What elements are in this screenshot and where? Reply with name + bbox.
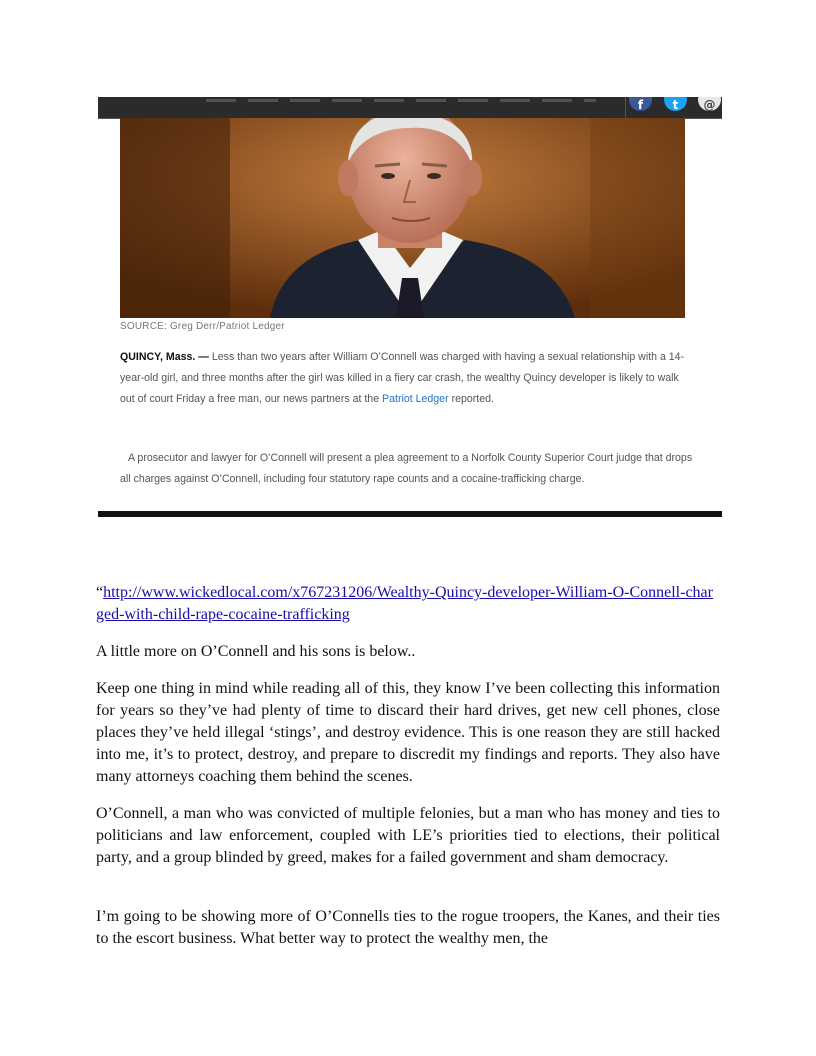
twitter-icon[interactable]: t [664,97,687,111]
patriot-ledger-link[interactable]: Patriot Ledger [382,393,449,405]
doc-paragraph-evidence: Keep one thing in mind while reading all of this, they know I’ve been collecting this information for years so they’ve had plenty of time to discard their hard drives, get new cell phones, close places they’ve held illegal ‘stings’, and destroy evidence. This is one reason they are still hacked into me, it’s to protect, destroy, and prepare to discredit my findings and reports. They also have many attorneys coaching them behind the scenes. [96,680,720,785]
news-photo [120,118,685,318]
screenshot-bottom-border [98,511,722,517]
paragraph-1-text: Less than two years after William O’Connell was charged with having a sexual relationship with a 14-year-old girl, and three months after the girl was killed in a fiery car crash, the wealthy Quincy developer is likely to walk out of court Friday a free man, our news partners at the [120,351,685,405]
email-icon[interactable]: @ [698,97,721,111]
article-top-bar [98,97,722,119]
paragraph-1-end: reported. [451,393,494,405]
open-quote: “ [96,584,104,601]
article-paragraph-1 [120,347,695,410]
doc-paragraph-intro: A little more on O’Connell and his sons is below.. [96,643,416,660]
photo-source-credit: SOURCE: Greg Derr/Patriot Ledger [120,321,285,332]
source-url-line [96,582,720,626]
share-divider [625,97,626,118]
article-paragraph-2 [120,448,695,490]
paragraph-2-text: A prosecutor and lawyer for O’Connell will present a plea agreement to a Norfolk County Superior Court judge that drops all charges against O’Connell, including four statutory rape counts and a cocaine-trafficking charge. [120,452,693,485]
embedded-article-screenshot [98,97,722,517]
facebook-icon[interactable]: f [629,97,652,111]
portrait-illustration [120,118,685,318]
doc-paragraph-conviction: O’Connell, a man who was convicted of multiple felonies, but a man who has money and ties to politicians and law enforcement, coupled with LE’s priorities tied to elections, their political party, and a group blinded by greed, makes for a failed government and sham democracy. [96,805,720,866]
doc-paragraph-ties: I’m going to be showing more of O’Connells ties to the rogue troopers, the Kanes, and their ties to the escort business. What better way to protect the wealthy men, the [96,908,720,947]
dateline: QUINCY, Mass. — [120,351,209,363]
source-url-link[interactable]: http://www.wickedlocal.com/x767231206/Wealthy-Quincy-developer-William-O-Connell-charged-with-child-rape-cocaine-trafficking [96,584,713,623]
cropped-headline-text [206,99,596,102]
